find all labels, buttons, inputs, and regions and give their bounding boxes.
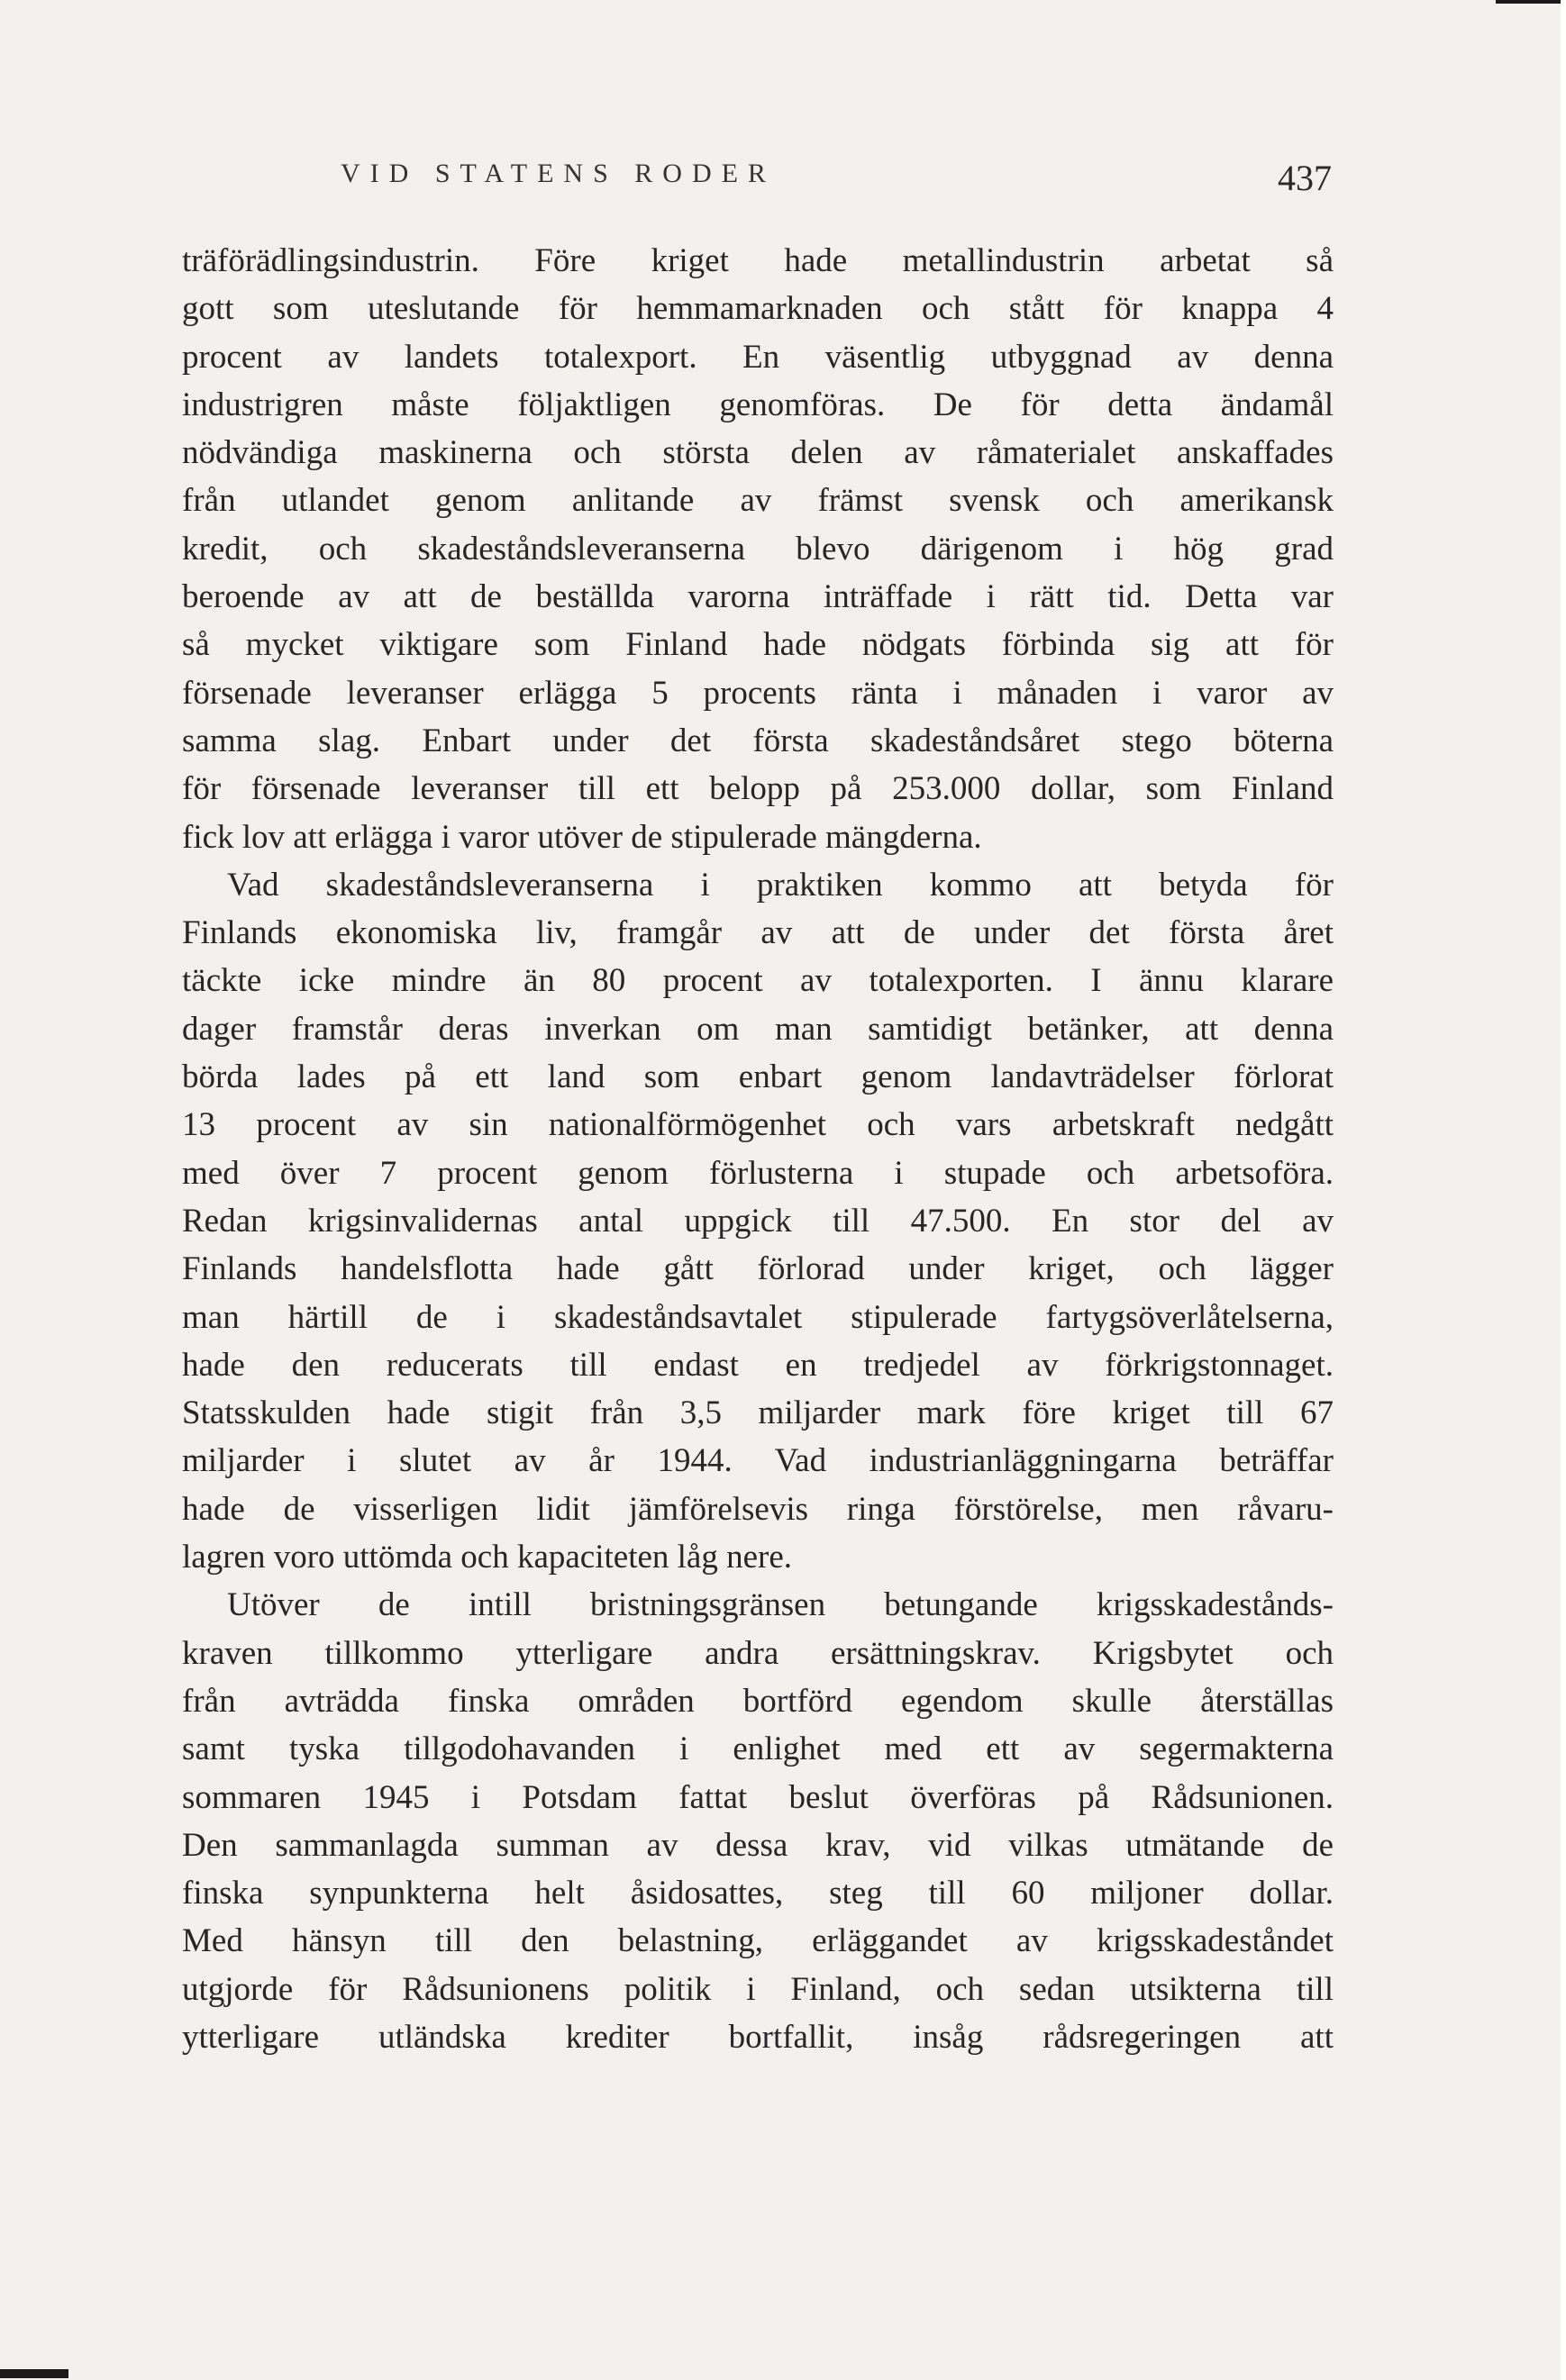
text-line: industrigren måste följaktligen genomföras. De för detta ändamål — [182, 386, 1334, 423]
text-line: finska synpunkterna helt åsidosattes, steg till 60 miljoner dollar. — [182, 1875, 1334, 1912]
page-edge-top — [1496, 0, 1566, 4]
text-line: från avträdda finska områden bortförd egendom skulle återställas — [182, 1682, 1334, 1720]
text-line: samma slag. Enbart under det första skadeståndsåret stego böterna — [182, 722, 1334, 759]
text-line: fick lov att erlägga i varor utöver de stipulerade mängderna. — [182, 818, 982, 856]
text-line: så mycket viktigare som Finland hade nödgats förbinda sig att för — [182, 626, 1334, 664]
text-line: för försenade leveranser till ett belopp på 253.000 dollar, som Finland — [182, 770, 1334, 808]
text-line: börda lades på ett land som enbart genom landavträdelser förlorat — [182, 1058, 1334, 1096]
text-line: kredit, och skadeståndsleveranserna blevo därigenom i hög grad — [182, 530, 1334, 568]
text-line: dager framstår deras inverkan om man samtidigt betänker, att denna — [182, 1010, 1334, 1048]
text-line: Vad skadeståndsleveranserna i praktiken kommo att betyda för — [227, 866, 1334, 904]
text-line: utgjorde för Rådsunionens politik i Finland, och sedan utsikterna till — [182, 1970, 1334, 2008]
text-line: Redan krigsinvalidernas antal uppgick till 47.500. En stor del av — [182, 1202, 1334, 1240]
text-line: hade den reducerats till endast en tredjedel av förkrigstonnaget. — [182, 1346, 1334, 1384]
text-line: ytterligare utländska krediter bortfallit, insåg rådsregeringen att — [182, 2018, 1334, 2056]
text-line: lagren voro uttömda och kapaciteten låg nere. — [182, 1539, 793, 1576]
page-edge-right — [1561, 0, 1566, 2380]
text-line: 13 procent av sin nationalförmögenhet och vars arbetskraft nedgått — [182, 1106, 1334, 1144]
text-line: täckte icke mindre än 80 procent av totalexporten. I ännu klarare — [182, 962, 1334, 1000]
text-line: Finlands handelsflotta hade gått förlorad under kriget, och lägger — [182, 1250, 1334, 1288]
running-title: VID STATENS RODER — [341, 159, 776, 188]
text-line: procent av landets totalexport. En väsentlig utbyggnad av denna — [182, 338, 1334, 376]
text-line: samt tyska tillgodohavanden i enlighet med ett av segermakterna — [182, 1730, 1334, 1768]
text-body — [182, 237, 1334, 2061]
text-line: kraven tillkommo ytterligare andra ersättningskrav. Krigsbytet och — [182, 1634, 1334, 1672]
text-line: Utöver de intill bristningsgränsen betungande krigsskadestånds- — [227, 1586, 1334, 1624]
text-line: man härtill de i skadeståndsavtalet stipulerade fartygsöverlåtelserna, — [182, 1298, 1334, 1336]
corner-mark — [0, 2369, 68, 2378]
text-line: träförädlingsindustrin. Före kriget hade metallindustrin arbetat så — [182, 242, 1334, 279]
paragraph-1 — [182, 237, 1334, 861]
text-line: gott som uteslutande för hemmamarknaden och stått för knappa 4 — [182, 290, 1334, 328]
text-line: beroende av att de beställda varorna inträffade i rätt tid. Detta var — [182, 578, 1334, 616]
text-line: med över 7 procent genom förlusterna i stupade och arbetsoföra. — [182, 1154, 1334, 1192]
running-head — [180, 151, 1332, 205]
paragraph-3 — [182, 1581, 1334, 2061]
text-line: Finlands ekonomiska liv, framgår av att de under det första året — [182, 914, 1334, 952]
text-line: nödvändiga maskinerna och största delen av råmaterialet anskaffades — [182, 434, 1334, 472]
paragraph-2 — [182, 861, 1334, 1581]
text-line: Den sammanlagda summan av dessa krav, vid vilkas utmätande de — [182, 1826, 1334, 1864]
text-line: miljarder i slutet av år 1944. Vad industrianläggningarna beträffar — [182, 1442, 1334, 1480]
text-line: hade de visserligen lidit jämförelsevis ringa förstörelse, men råvaru- — [182, 1490, 1334, 1528]
page-number: 437 — [1278, 158, 1332, 198]
text-line: Statsskulden hade stigit från 3,5 miljarder mark före kriget till 67 — [182, 1394, 1334, 1432]
text-line: försenade leveranser erlägga 5 procents ränta i månaden i varor av — [182, 674, 1334, 712]
text-line: Med hänsyn till den belastning, erläggandet av krigsskadeståndet — [182, 1922, 1334, 1960]
text-line: från utlandet genom anlitande av främst svensk och amerikansk — [182, 482, 1334, 520]
text-line: sommaren 1945 i Potsdam fattat beslut överföras på Rådsunionen. — [182, 1778, 1334, 1816]
